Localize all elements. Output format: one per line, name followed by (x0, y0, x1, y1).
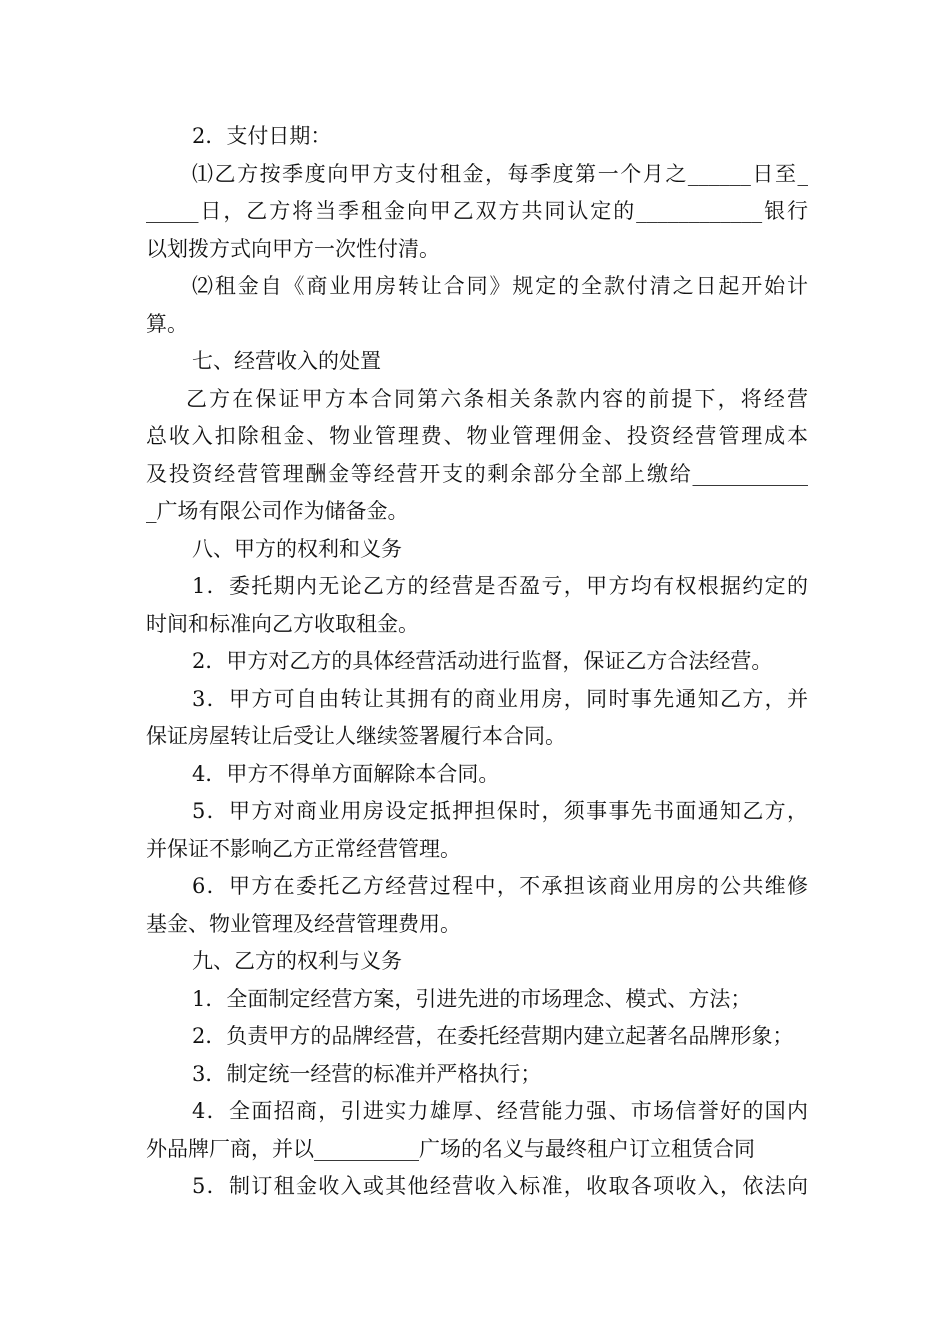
paragraph-line: 乙方在保证甲方本合同第六条相关条款内容的前提下，将经营 (186, 386, 808, 411)
paragraph-line: 并保证不影响乙方正常经营管理。 (146, 836, 461, 861)
section-heading: 九、乙方的权利与义务 (192, 949, 402, 973)
paragraph-line: 4．全面招商，引进实力雄厚、经营能力强、市场信誉好的国内 (192, 1099, 808, 1123)
paragraph-line: 时间和标准向乙方收取租金。 (146, 611, 419, 636)
paragraph-line: 算。 (146, 311, 188, 336)
paragraph-line: 5．甲方对商业用房设定抵押担保时，须事事先书面通知乙方， (192, 799, 808, 823)
paragraph-line: 6．甲方在委托乙方经营过程中，不承担该商业用房的公共维修 (192, 874, 808, 898)
paragraph-line: 3．制定统一经营的标准并严格执行； (192, 1061, 542, 1086)
paragraph-line: _广场有限公司作为储备金。 (146, 499, 409, 523)
paragraph-line: 及投资经营管理酬金等经营开支的剩余部分全部上缴给___________ (146, 461, 808, 486)
paragraph-line: 5．制订租金收入或其他经营收入标准，收取各项收入，依法向 (192, 1174, 808, 1198)
section-heading: 八、甲方的权利和义务 (192, 536, 402, 561)
paragraph-line: 2．负责甲方的品牌经营，在委托经营期内建立起著名品牌形象； (192, 1024, 794, 1048)
paragraph-line: 3．甲方可自由转让其拥有的商业用房，同时事先通知乙方，并 (192, 686, 808, 711)
paragraph-line: ⑵租金自《商业用房转让合同》规定的全款付清之日起开始计 (192, 274, 808, 298)
document-body (146, 118, 808, 1206)
paragraph-line: ⑴乙方按季度向甲方支付租金，每季度第一个月之______日至_ (192, 161, 808, 186)
paragraph-line: 1．委托期内无论乙方的经营是否盈亏，甲方均有权根据约定的 (192, 574, 808, 598)
paragraph-line: 以划拨方式向甲方一次性付清。 (146, 236, 440, 261)
paragraph-line: 总收入扣除租金、物业管理费、物业管理佣金、投资经营管理成本 (146, 424, 808, 448)
section-heading: 2．支付日期： (192, 124, 332, 148)
paragraph-line: 2．甲方对乙方的具体经营活动进行监督，保证乙方合法经营。 (192, 649, 773, 673)
paragraph-line: 4．甲方不得单方面解除本合同。 (192, 761, 500, 786)
section-heading: 七、经营收入的处置 (192, 349, 381, 373)
paragraph-line: 外品牌厂商，并以__________广场的名义与最终租户订立租赁合同 (146, 1136, 755, 1161)
paragraph-line: 保证房屋转让后受让人继续签署履行本合同。 (146, 724, 566, 748)
paragraph-line: 1．全面制定经营方案，引进先进的市场理念、模式、方法； (192, 986, 752, 1011)
paragraph-line: 基金、物业管理及经营管理费用。 (146, 911, 461, 936)
paragraph-line: _____日，乙方将当季租金向甲乙双方共同认定的____________银行 (146, 199, 808, 223)
